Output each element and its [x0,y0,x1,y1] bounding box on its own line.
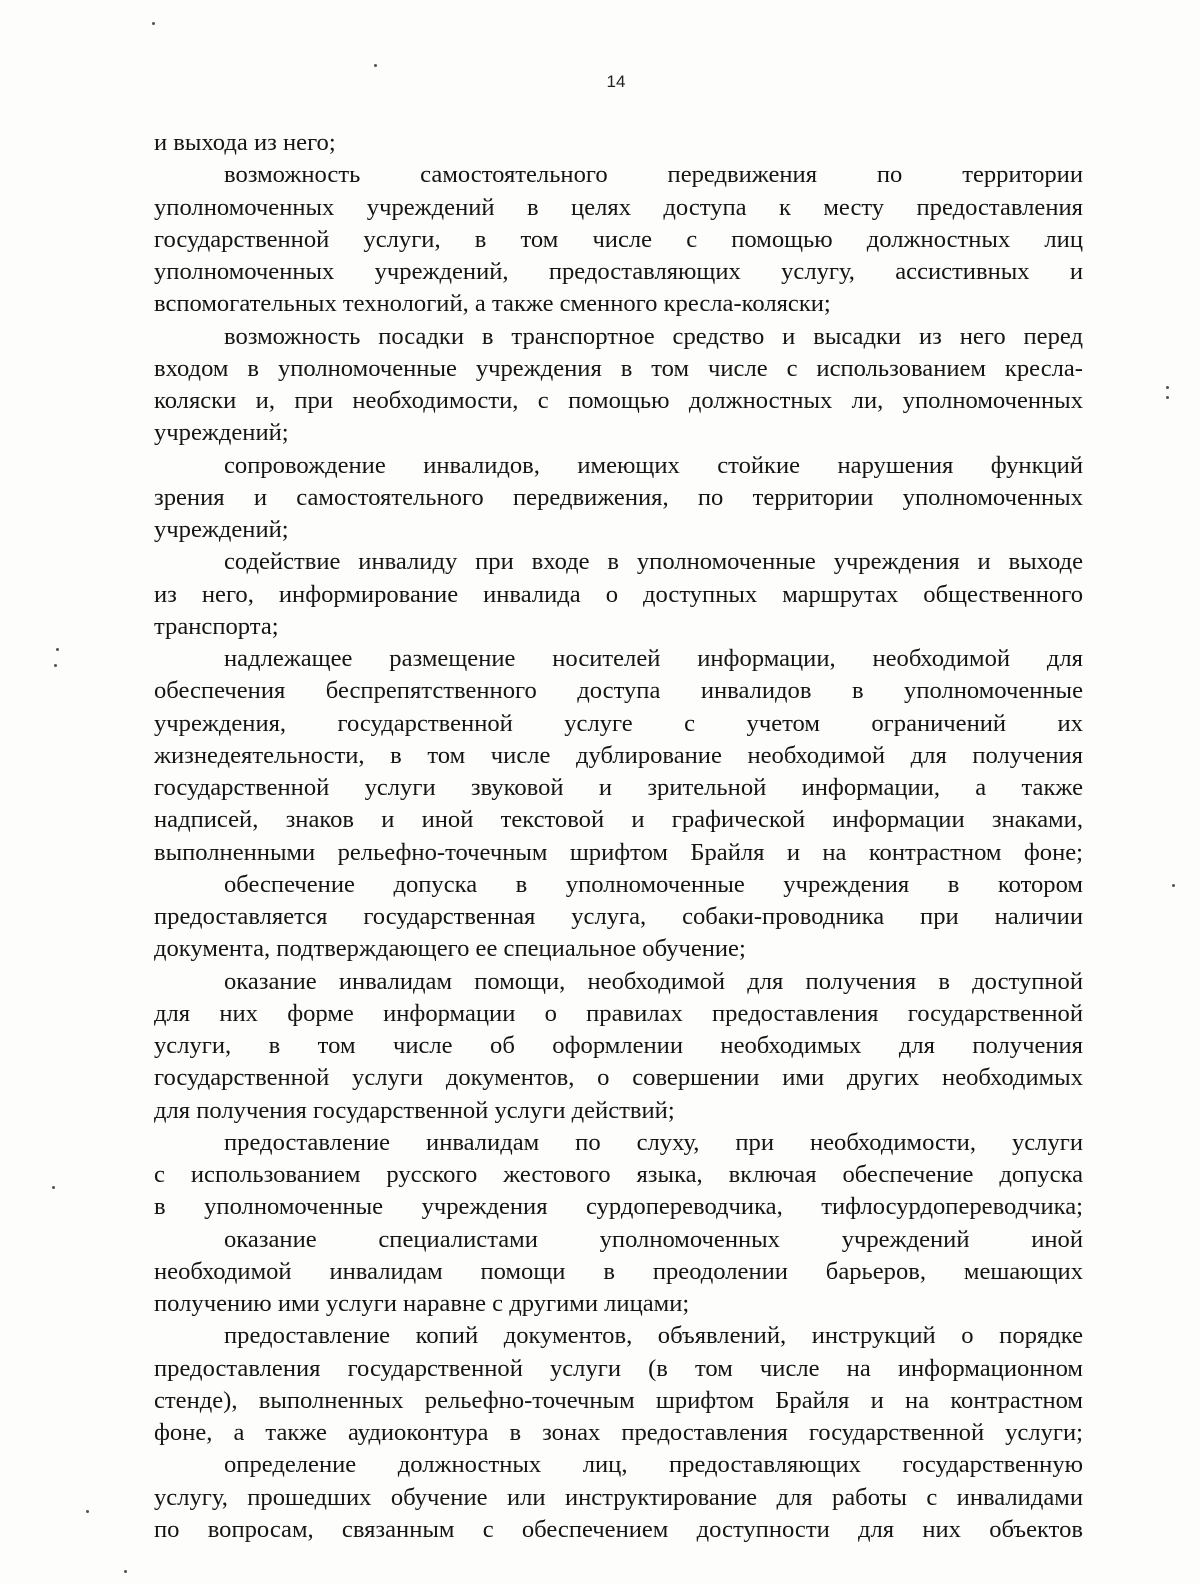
text-line: оказание инвалидам помощи, необходимой для получения в доступной [224,967,1083,995]
text-line: учреждения, государственной услуге с учетом ограничений их [154,709,1083,737]
text-line: коляски и, при необходимости, с помощью должностных ли, уполномоченных [154,387,1083,414]
scan-speck [152,22,155,25]
text-line: транспорта; [154,612,279,640]
text-line: жизнедеятельности, в том числе дублирование необходимой для получения [154,741,1083,769]
text-line: государственной услуги документов, о совершении ими других необходимых [154,1064,1083,1092]
text-line: возможность самостоятельного передвижения по территории [224,161,1083,189]
text-line: сопровождение инвалидов, имеющих стойкие нарушения функций [224,451,1083,479]
text-line: учреждений; [154,419,289,447]
text-line: и выхода из него; [154,129,336,156]
text-line: стенде), выполненных рельефно-точечным шрифтом Брайля и на контрастном [154,1386,1083,1414]
scan-speck [1166,396,1169,399]
text-line: возможность посадки в транспортное средство и высадки из него перед [224,322,1083,350]
text-line: содействие инвалиду при входе в уполномоченные учреждения и выходе [224,548,1083,576]
text-line: для получения государственной услуги действий; [154,1096,675,1124]
scan-speck [86,1510,89,1513]
text-line: государственной услуги, в том числе с помощью должностных лиц [154,225,1083,253]
text-line: по вопросам, связанным с обеспечением доступности для них объектов [154,1515,1083,1543]
text-line: зрения и самостоятельного передвижения, по территории уполномоченных [154,483,1083,511]
text-line: услуги, в том числе об оформлении необходимых для получения [154,1032,1083,1059]
text-line: из него, информирование инвалида о доступных маршрутах общественного [154,580,1083,608]
text-line: надлежащее размещение носителей информации, необходимой для [224,645,1083,672]
text-line: предоставление копий документов, объявлений, инструкций о порядке [224,1322,1083,1350]
text-line: уполномоченных учреждений, предоставляющих услугу, ассистивных и [154,258,1083,285]
text-line: предоставления государственной услуги (в том числе на информационном [154,1354,1083,1382]
text-line: оказание специалистами уполномоченных учреждений иной [224,1225,1083,1253]
text-line: обеспечение допуска в уполномоченные учреждения в котором [224,870,1083,898]
text-line: в уполномоченные учреждения сурдопереводчика, тифлосурдопереводчика; [154,1193,1083,1221]
scan-speck [374,64,377,67]
text-line: выполненными рельефно-точечным шрифтом Брайля и на контрастном фоне; [154,838,1083,866]
text-line: необходимой инвалидам помощи в преодолении барьеров, мешающих [154,1257,1083,1285]
text-line: получению ими услуги наравне с другими лицами; [154,1290,690,1317]
text-line: предоставление инвалидам по слуху, при необходимости, услуги [224,1128,1083,1156]
scan-speck [124,1570,127,1573]
text-line: входом в уполномоченные учреждения в том числе с использованием кресла- [154,354,1083,382]
text-line: обеспечения беспрепятственного доступа инвалидов в уполномоченные [154,677,1083,705]
text-line: фоне, а также аудиоконтура в зонах предоставления государственной услуги; [154,1419,1083,1446]
text-line: определение должностных лиц, предоставляющих государственную [224,1451,1083,1479]
scan-speck [56,648,59,651]
body-text [154,127,1083,1546]
text-line: государственной услуги звуковой и зрительной информации, а также [154,774,1083,801]
text-line: уполномоченных учреждений в целях доступа к месту предоставления [154,193,1083,221]
scan-speck [52,1186,55,1189]
text-line: с использованием русского жестового языка, включая обеспечение допуска [154,1161,1083,1188]
scan-speck [1172,884,1175,887]
text-line: учреждений; [154,516,289,543]
scan-speck [54,664,57,667]
text-line: вспомогательных технологий, а также сменного кресла-коляски; [154,290,831,318]
scan-speck [1166,386,1169,389]
page-number: 14 [606,72,626,91]
text-line: надписей, знаков и иной текстовой и графической информации знаками, [154,806,1083,834]
text-line: предоставляется государственная услуга, собаки-проводника при наличии [154,903,1083,930]
text-line: услугу, прошедших обучение или инструктирование для работы с инвалидами [154,1483,1083,1511]
text-line: для них форме информации о правилах предоставления государственной [154,999,1083,1027]
text-line: документа, подтверждающего ее специальное обучение; [154,935,746,963]
